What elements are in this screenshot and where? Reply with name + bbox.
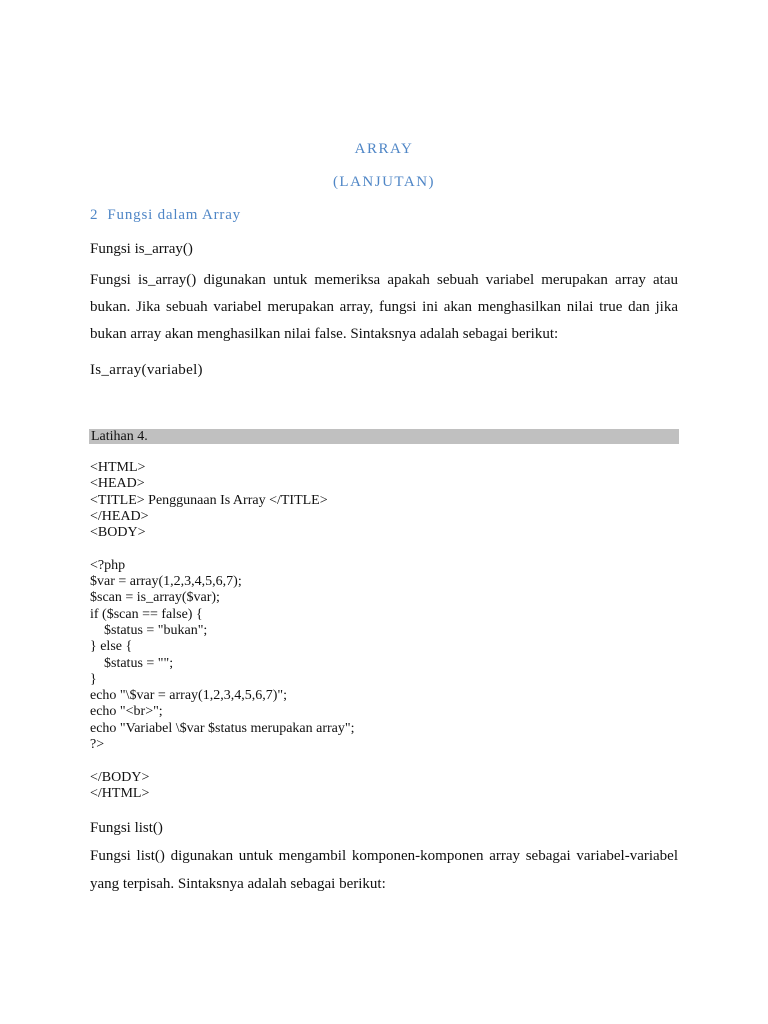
is-array-syntax: Is_array(variabel) bbox=[90, 362, 203, 378]
code-line: <HEAD> bbox=[90, 476, 145, 492]
code-line: } else { bbox=[90, 639, 133, 655]
code-line: $scan = is_array($var); bbox=[90, 590, 220, 606]
paragraph-line: yang terpisah. Sintaksnya adalah sebagai berikut: bbox=[90, 876, 386, 892]
code-line: <?php bbox=[90, 557, 126, 573]
paragraph-line: Fungsi is_array() digunakan untuk memeriksa apakah sebuah variabel merupakan array atau bbox=[90, 272, 678, 288]
document-title: ARRAY bbox=[354, 141, 414, 157]
document-subtitle: (LANJUTAN) bbox=[332, 174, 436, 190]
code-line: </BODY> bbox=[90, 769, 150, 785]
code-line: <HTML> bbox=[90, 460, 146, 475]
code-line bbox=[90, 541, 355, 557]
code-line: $var = array(1,2,3,4,5,6,7); bbox=[90, 574, 242, 590]
is-array-heading: Fungsi is_array() bbox=[90, 241, 193, 257]
list-heading: Fungsi list() bbox=[90, 820, 163, 836]
paragraph-line: bukan array akan menghasilkan nilai false. Sintaksnya adalah sebagai berikut: bbox=[90, 326, 559, 342]
code-line: <BODY> bbox=[90, 525, 146, 541]
code-line: $status = "bukan"; bbox=[90, 622, 208, 638]
exercise-label: Latihan 4. bbox=[91, 429, 148, 444]
code-line: echo "<br>"; bbox=[90, 704, 163, 720]
code-line: </HTML> bbox=[90, 785, 150, 801]
exercise-header-bar bbox=[89, 429, 679, 444]
paragraph-line: bukan. Jika sebuah variabel merupakan array, fungsi ini akan menghasilkan nilai true dan jika bbox=[90, 299, 678, 315]
code-line: echo "Variabel \$var $status merupakan array"; bbox=[90, 720, 355, 736]
code-line: } bbox=[90, 671, 97, 687]
code-block bbox=[90, 460, 355, 802]
code-line: <TITLE> Penggunaan Is Array </TITLE> bbox=[90, 492, 328, 508]
list-paragraph bbox=[90, 842, 678, 898]
code-line: if ($scan == false) { bbox=[90, 606, 203, 622]
code-line: ?> bbox=[90, 737, 105, 753]
section-heading: 2 Fungsi dalam Array bbox=[90, 207, 241, 223]
code-line: </HEAD> bbox=[90, 508, 149, 524]
code-line bbox=[90, 753, 355, 769]
paragraph-line: Fungsi list() digunakan untuk mengambil komponen-komponen array sebagai variabel-variabel bbox=[90, 848, 678, 864]
is-array-paragraph bbox=[90, 267, 678, 348]
code-line: $status = ""; bbox=[90, 655, 174, 671]
code-line: echo "\$var = array(1,2,3,4,5,6,7)"; bbox=[90, 688, 287, 704]
